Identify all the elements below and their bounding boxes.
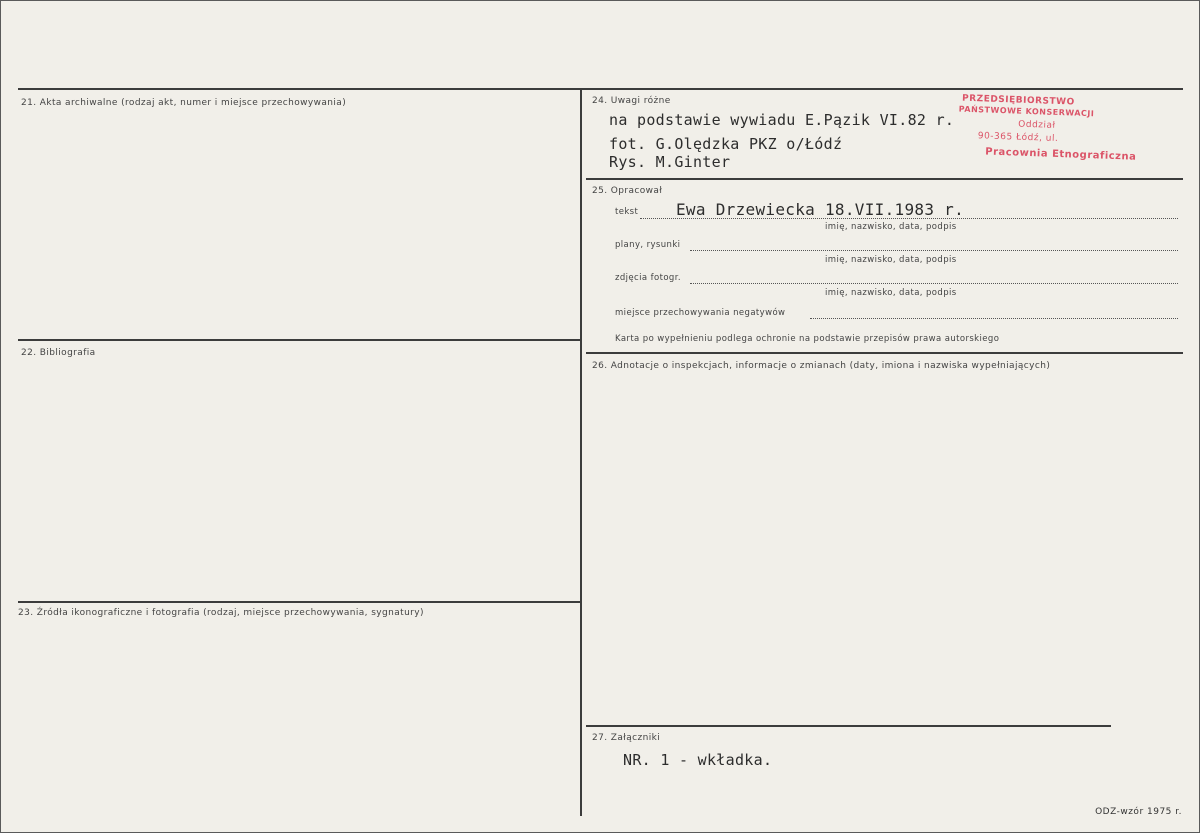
stamp-line-1: PRZEDSIĘBIORSTWO bbox=[961, 93, 1075, 108]
section-21-label: 21. Akta archiwalne (rodzaj akt, numer i miejsce przechowywania) bbox=[21, 98, 347, 108]
divider-21-22 bbox=[18, 339, 580, 341]
divider-26-27 bbox=[586, 725, 1111, 727]
form-template-id: ODZ-wzór 1975 r. bbox=[1095, 807, 1182, 817]
remarks-line-3: Rys. M.Ginter bbox=[609, 153, 731, 171]
section-23-label: 23. Źródła ikonograficzne i fotografia (rodzaj, miejsce przechowywania, sygnatury) bbox=[18, 608, 424, 618]
stamp-line-2: PAŃSTWOWE KONSERWACJI bbox=[958, 104, 1095, 119]
remarks-line-2: fot. G.Olędzka PKZ o/Łódź bbox=[609, 135, 843, 153]
tekst-caption: imię, nazwisko, data, podpis bbox=[825, 222, 957, 232]
divider-24-25 bbox=[586, 178, 1183, 180]
divider-25-26 bbox=[586, 352, 1183, 354]
plany-label: plany, rysunki bbox=[615, 240, 681, 250]
center-divider bbox=[580, 88, 582, 816]
tekst-value: Ewa Drzewiecka 18.VII.1983 r. bbox=[676, 200, 965, 219]
karta-note: Karta po wypełnieniu podlega ochronie na podstawie przepisów prawa autorskiego bbox=[615, 334, 1000, 344]
section-22-label: 22. Bibliografia bbox=[21, 348, 96, 358]
section-25-label: 25. Opracował bbox=[592, 186, 663, 196]
plany-caption: imię, nazwisko, data, podpis bbox=[825, 255, 957, 265]
stamp-line-4: 90-365 Łódź, ul. bbox=[977, 131, 1059, 145]
institution-stamp bbox=[957, 94, 1159, 171]
zdjecia-label: zdjęcia fotogr. bbox=[615, 273, 681, 283]
stamp-line-3: Oddział bbox=[1018, 119, 1056, 131]
negatywy-dotline bbox=[810, 318, 1178, 319]
section-26-label: 26. Adnotacje o inspekcjach, informacje o zmianach (daty, imiona i nazwiska wypełniających) bbox=[592, 361, 1051, 371]
zdjecia-dotline bbox=[690, 283, 1178, 284]
zdjecia-caption: imię, nazwisko, data, podpis bbox=[825, 288, 957, 298]
top-divider bbox=[18, 88, 1183, 90]
stamp-line-5: Pracownia Etnograficzna bbox=[985, 146, 1137, 163]
remarks-line-1: na podstawie wywiadu E.Pązik VI.82 r. bbox=[609, 111, 955, 129]
section-24-label: 24. Uwagi różne bbox=[592, 96, 671, 106]
tekst-label: tekst bbox=[615, 207, 639, 217]
plany-dotline bbox=[690, 250, 1178, 251]
negatywy-label: miejsce przechowywania negatywów bbox=[615, 308, 786, 318]
section-27-label: 27. Załączniki bbox=[592, 733, 661, 743]
divider-22-23 bbox=[18, 601, 580, 603]
attachments-value: NR. 1 - wkładka. bbox=[623, 751, 773, 769]
